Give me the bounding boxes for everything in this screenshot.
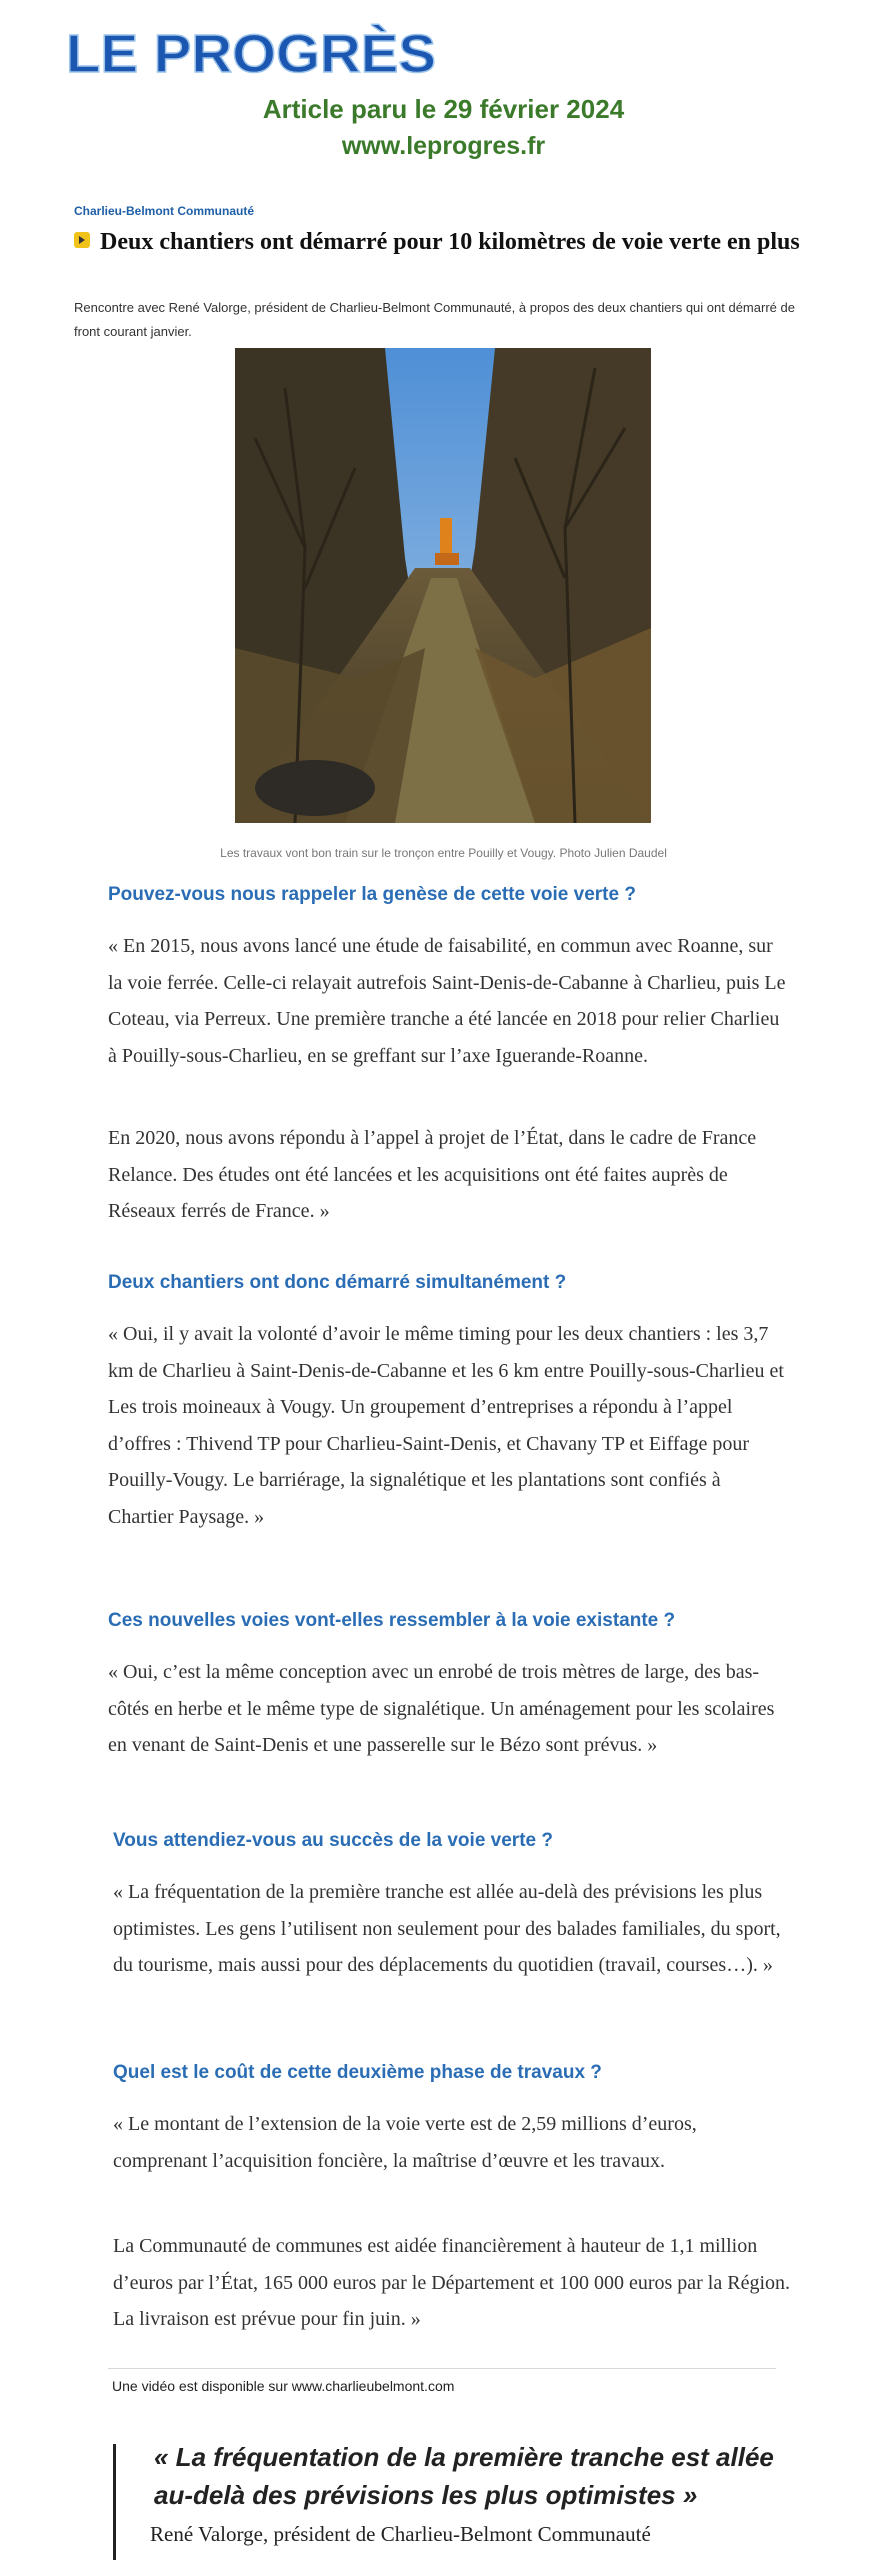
answer-genese-paragraph-2: En 2020, nous avons répondu à l’appel à projet de l’État, dans le cadre de France Relance. Des études ont été lancées et les acquisitions ont été faites auprès de Réseaux ferrés de France. » — [108, 1127, 757, 1222]
question-genese: Pouvez-vous nous rappeler la genèse de cette voie verte ? — [108, 884, 636, 905]
question-succes: Vous attendiez-vous au succès de la voie verte ? — [113, 1830, 553, 1851]
pull-quote-author: René Valorge, président de Charlieu-Belmont Communauté — [150, 2522, 651, 2546]
answer-succes: « La fréquentation de la première tranche est allée au-delà des prévisions les plus optimistes. Les gens l’utilisent non seulement pour des balades familiales, du sport, du tourisme, mais aussi pour des déplacements du quotidien (travail, courses…). » — [113, 1881, 781, 1976]
article-title-text: Deux chantiers ont démarré pour 10 kilomètres de voie verte en plus — [100, 229, 800, 255]
premium-badge-icon — [74, 232, 90, 248]
article-title — [74, 226, 814, 258]
publication-date: Article paru le 29 février 2024 — [262, 94, 625, 124]
article-intro: Rencontre avec René Valorge, président de Charlieu-Belmont Communauté, à propos des deux chantiers qui ont démarré de front courant janvier. — [74, 300, 795, 339]
le-progres-logo — [66, 22, 446, 84]
logo-text: LE PROGRÈS — [66, 24, 436, 84]
answer-cout-paragraph-2: La Communauté de communes est aidée financièrement à hauteur de 1,1 million d’euros par l’État, 165 000 euros par le Département et 100 000 euros par la Région. La livraison est prévue pour fin juin. » — [113, 2235, 791, 2330]
question-chantiers: Deux chantiers ont donc démarré simultanément ? — [108, 1272, 567, 1293]
section-divider — [108, 2368, 776, 2369]
answer-cout-paragraph-1: « Le montant de l’extension de la voie verte est de 2,59 millions d’euros, comprenant l’acquisition foncière, la maîtrise d’œuvre et les travaux. — [113, 2113, 697, 2172]
pull-quote: « La fréquentation de la première tranche est allée au-delà des prévisions les plus optimistes » — [154, 2442, 774, 2510]
question-conception: Ces nouvelles voies vont-elles ressembler à la voie existante ? — [108, 1610, 676, 1631]
video-note: Une vidéo est disponible sur www.charlieubelmont.com — [112, 2378, 455, 2394]
pull-quote-bar — [113, 2444, 116, 2560]
article-category[interactable]: Charlieu-Belmont Communauté — [74, 204, 255, 218]
answer-chantiers: « Oui, il y avait la volonté d’avoir le même timing pour les deux chantiers : les 3,7 km de Charlieu à Saint-Denis-de-Cabanne et les 6 km entre Pouilly-sous-Charlieu et Les trois moineaux à Vougy. Un groupement d’entreprises a répondu à l’appel d’offres : Thivend TP pour Charlieu-Saint-Denis, et Chavany TP et Eiffage pour Pouilly-Vougy. Le barriérage, la signalétique et les plantations sont confiés à Chartier Paysage. » — [108, 1323, 784, 1528]
answer-genese-paragraph-1: « En 2015, nous avons lancé une étude de faisabilité, en commun avec Roanne, sur la voie ferrée. Celle-ci relayait autrefois Saint-Denis-de-Cabanne à Charlieu, puis Le Coteau, via Perreux. Une première tranche a été lancée en 2018 pour relier Charlieu à Pouilly-sous-Charlieu, en se greffant sur l’axe Iguerande-Roanne. — [108, 935, 786, 1067]
question-cout: Quel est le coût de cette deuxième phase de travaux ? — [113, 2062, 602, 2083]
answer-conception: « Oui, c’est la même conception avec un enrobé de trois mètres de large, des bas-côtés en herbe et le même type de signalétique. Un aménagement pour les scolaires en venant de Saint-Denis et une passerelle sur le Bézo sont prévus. » — [108, 1661, 775, 1756]
publication-website: www.leprogres.fr — [341, 132, 546, 160]
photo-caption: Les travaux vont bon train sur le tronçon entre Pouilly et Vougy. Photo Julien Daudel — [220, 846, 667, 860]
article-photo — [235, 348, 651, 823]
